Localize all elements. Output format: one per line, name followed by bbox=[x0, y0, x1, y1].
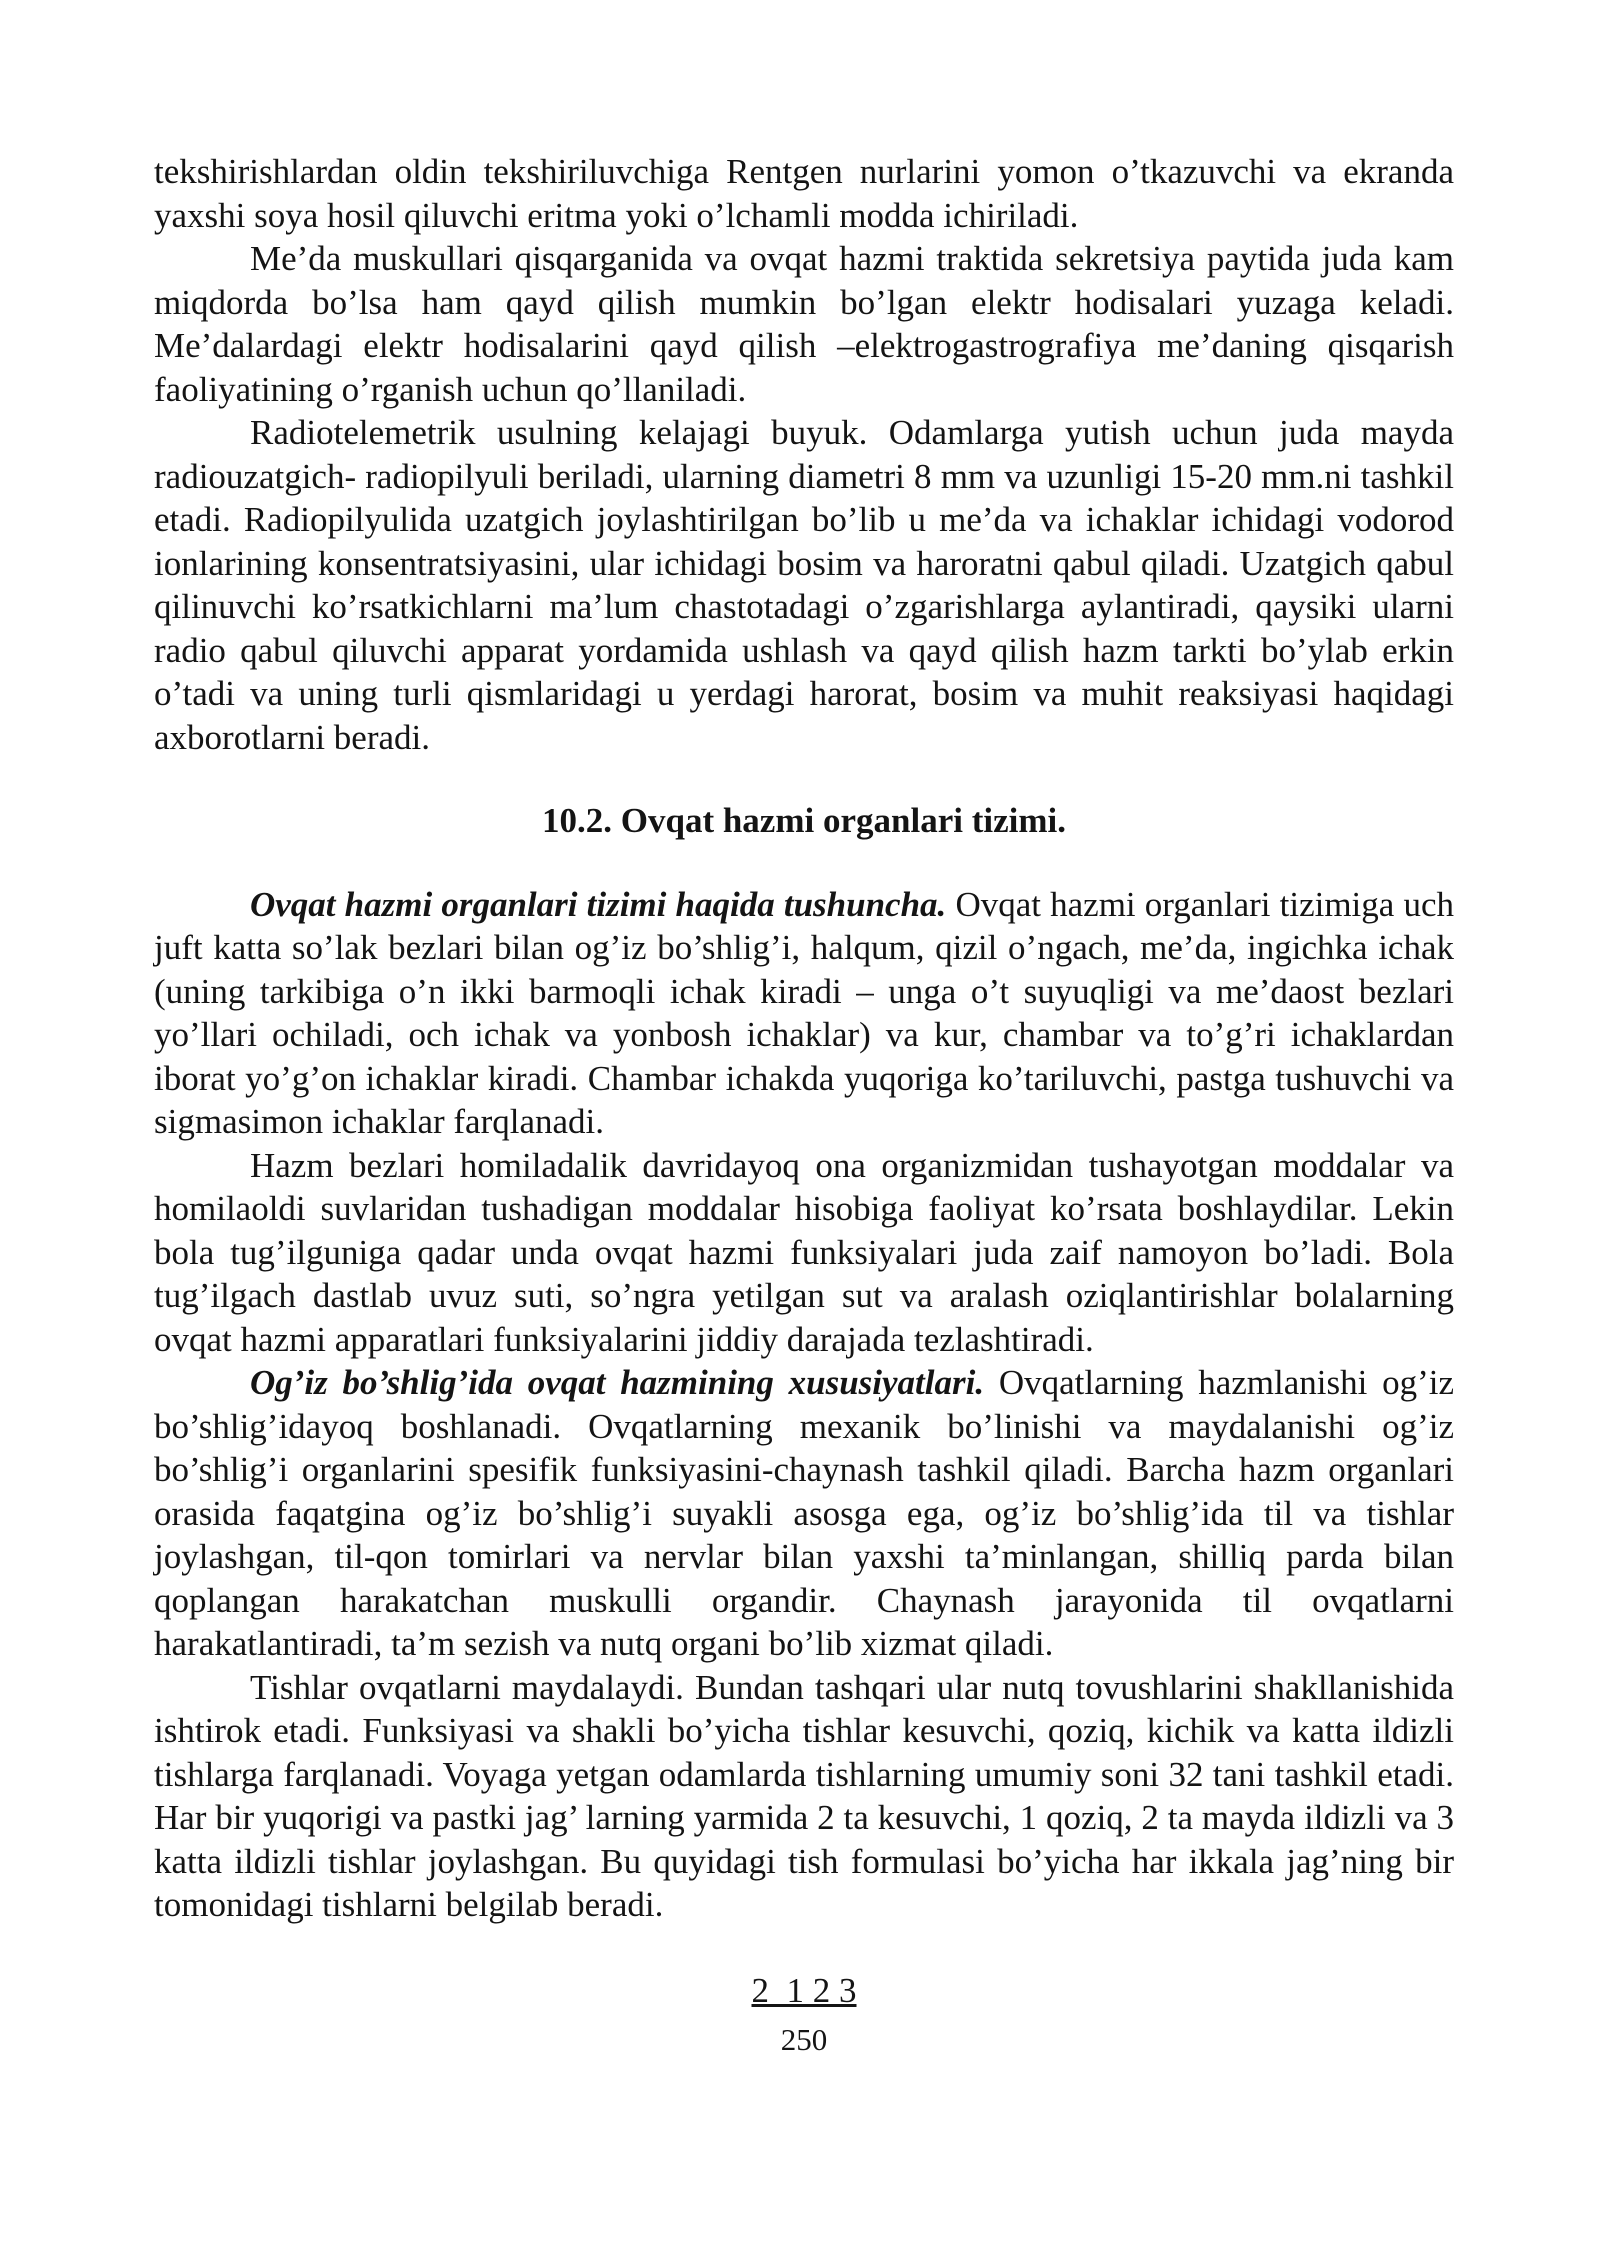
paragraph-digestive-system bbox=[154, 883, 1454, 1144]
paragraph-lead-oral-cavity: Og’iz bo’shlig’ida ovqat hazmining xususiyatlari. bbox=[250, 1363, 985, 1402]
paragraph-teeth: Tishlar ovqatlarni maydalaydi. Bundan tashqari ular nutq tovushlarini shakllanishida ishtirok etadi. Funksiyasi va shakli bo’yicha tishlar kesuvchi, qoziq, kichik va katta ildizli tishlarga farqlanadi. Voyaga yetgan odamlarda tishlarning umumiy soni 32 tani tashkil etadi. Har bir yuqorigi va pastki jag’ larning yarmida 2 ta kesuvchi, 1 qoziq, 2 ta mayda ildizli va 3 katta ildizli tishlar joylashgan. Bu quyidagi tish formulasi bo’yicha har ikkala jag’ning bir tomonidagi tishlarni belgilab beradi. bbox=[154, 1667, 1454, 1924]
paragraph-continuation: tekshirishlardan oldin tekshiriluvchiga Rentgen nurlarini yomon o’tkazuvchi va ekranda yaxshi soya hosil qiluvchi eritma yoki o’lchamli modda ichiriladi. bbox=[154, 152, 1454, 235]
section-heading: 10.2. Ovqat hazmi organlari tizimi. bbox=[542, 801, 1066, 840]
paragraph-text-oral-cavity: Ovqatlarning hazmlanishi og’iz bo’shlig’idayoq boshlanadi. Ovqatlarning mexanik bo’linishi va maydalanishi og’iz bo’shlig’i organlarini spesifik funksiyasini-chaynash tashkil qiladi. Barcha hazm organlari orasida faqatgina og’iz bo’shlig’i suyakli asosga ega, og’iz bo’shlig’ida til va tishlar joylashgan, til-qon tomirlari va nervlar bilan yaxshi ta’minlangan, shilliq parda bilan qoplangan harakatchan muskulli organdir. Chaynash jarayonida til ovqatlarni harakatlantiradi, ta’m sezish va nutq organi bo’lib xizmat qiladi. bbox=[154, 1363, 1454, 1663]
paragraph-text-digestive-system: Ovqat hazmi organlari tizimiga uch juft katta so’lak bezlari bilan og’iz bo’shlig’i, halqum, qizil o’ngach, me’da, ingichka ichak (uning tarkibiga o’n ikki barmoqli ichak kiradi – unga o’t suyuqligi va me’daost bezlari yo’llari ochiladi, och ichak va yonbosh ichaklar) va kur, chambar va to’g’ri ichaklardan iborat yo’g’on ichaklar kiradi. Chambar ichakda yuqoriga ko’tariluvchi, pastga tushuvchi va sigmasimon ichaklar farqlanadi. bbox=[154, 884, 1454, 1141]
paragraph-radiotelemetry: Radiotelemetrik usulning kelajagi buyuk. Odamlarga yutish uchun juda mayda radiouzatgich- radiopilyuli beriladi, ularning diametri 8 mm va uzunligi 15-20 mm.ni tashkil etadi. Radiopilyulida uzatgich joylashtirilgan bo’lib u me’da va ichaklar ichidagi vodorod ionlarining konsentratsiyasini, ular ichidagi bosim va haroratni qabul qiladi. Uzatgich qabul qilinuvchi ko’rsatkichlarni ma’lum chastotadagi o’zgarishlarga aylantiradi, qaysiki ularni radio qabul qiluvchi apparat yordamida ushlash va qayd qilish hazm tarkti bo’ylab erkin o’tadi va uning turli qismlaridagi u yerdagi harorat, bosim va muhit reaksiyasi haqidagi axborotlarni beradi. bbox=[154, 413, 1454, 757]
paragraph-digestive-glands: Hazm bezlari homiladalik davridayoq ona organizmidan tushayotgan moddalar va homilaoldi suvlaridan tushadigan moddalar hisobiga faoliyat ko’rsata boshlaydilar. Lekin bola tug’ilguniga qadar unda ovqat hazmi funksiyalari juda zaif namoyon bo’ladi. Bola tug’ilgach dastlab uvuz suti, so’ngra yetilgan sut va aralash oziqlantirishlar bolalarning ovqat hazmi apparatlari funksiyalarini jiddiy darajada tezlashtiradi. bbox=[154, 1145, 1454, 1359]
document-page bbox=[154, 150, 1454, 2062]
dental-formula: 2 1 2 3 bbox=[751, 1970, 857, 2010]
paragraph-lead-digestive-system: Ovqat hazmi organlari tizimi haqida tushuncha. bbox=[250, 884, 947, 924]
paragraph-oral-cavity bbox=[154, 1361, 1454, 1666]
page-number: 250 bbox=[780, 2022, 828, 2057]
paragraph-electrogastrography: Me’da muskullari qisqarganida va ovqat hazmi traktida sekretsiya paytida juda kam miqdorda bo’lsa ham qayd qilish mumkin bo’lgan elektr hodisalari yuzaga keladi. Me’dalardagi elektr hodisalarini qayd qilish –elektrogastrografiya me’daning qisqarish faoliyatining o’rganish uchun qo’llaniladi. bbox=[154, 239, 1454, 409]
